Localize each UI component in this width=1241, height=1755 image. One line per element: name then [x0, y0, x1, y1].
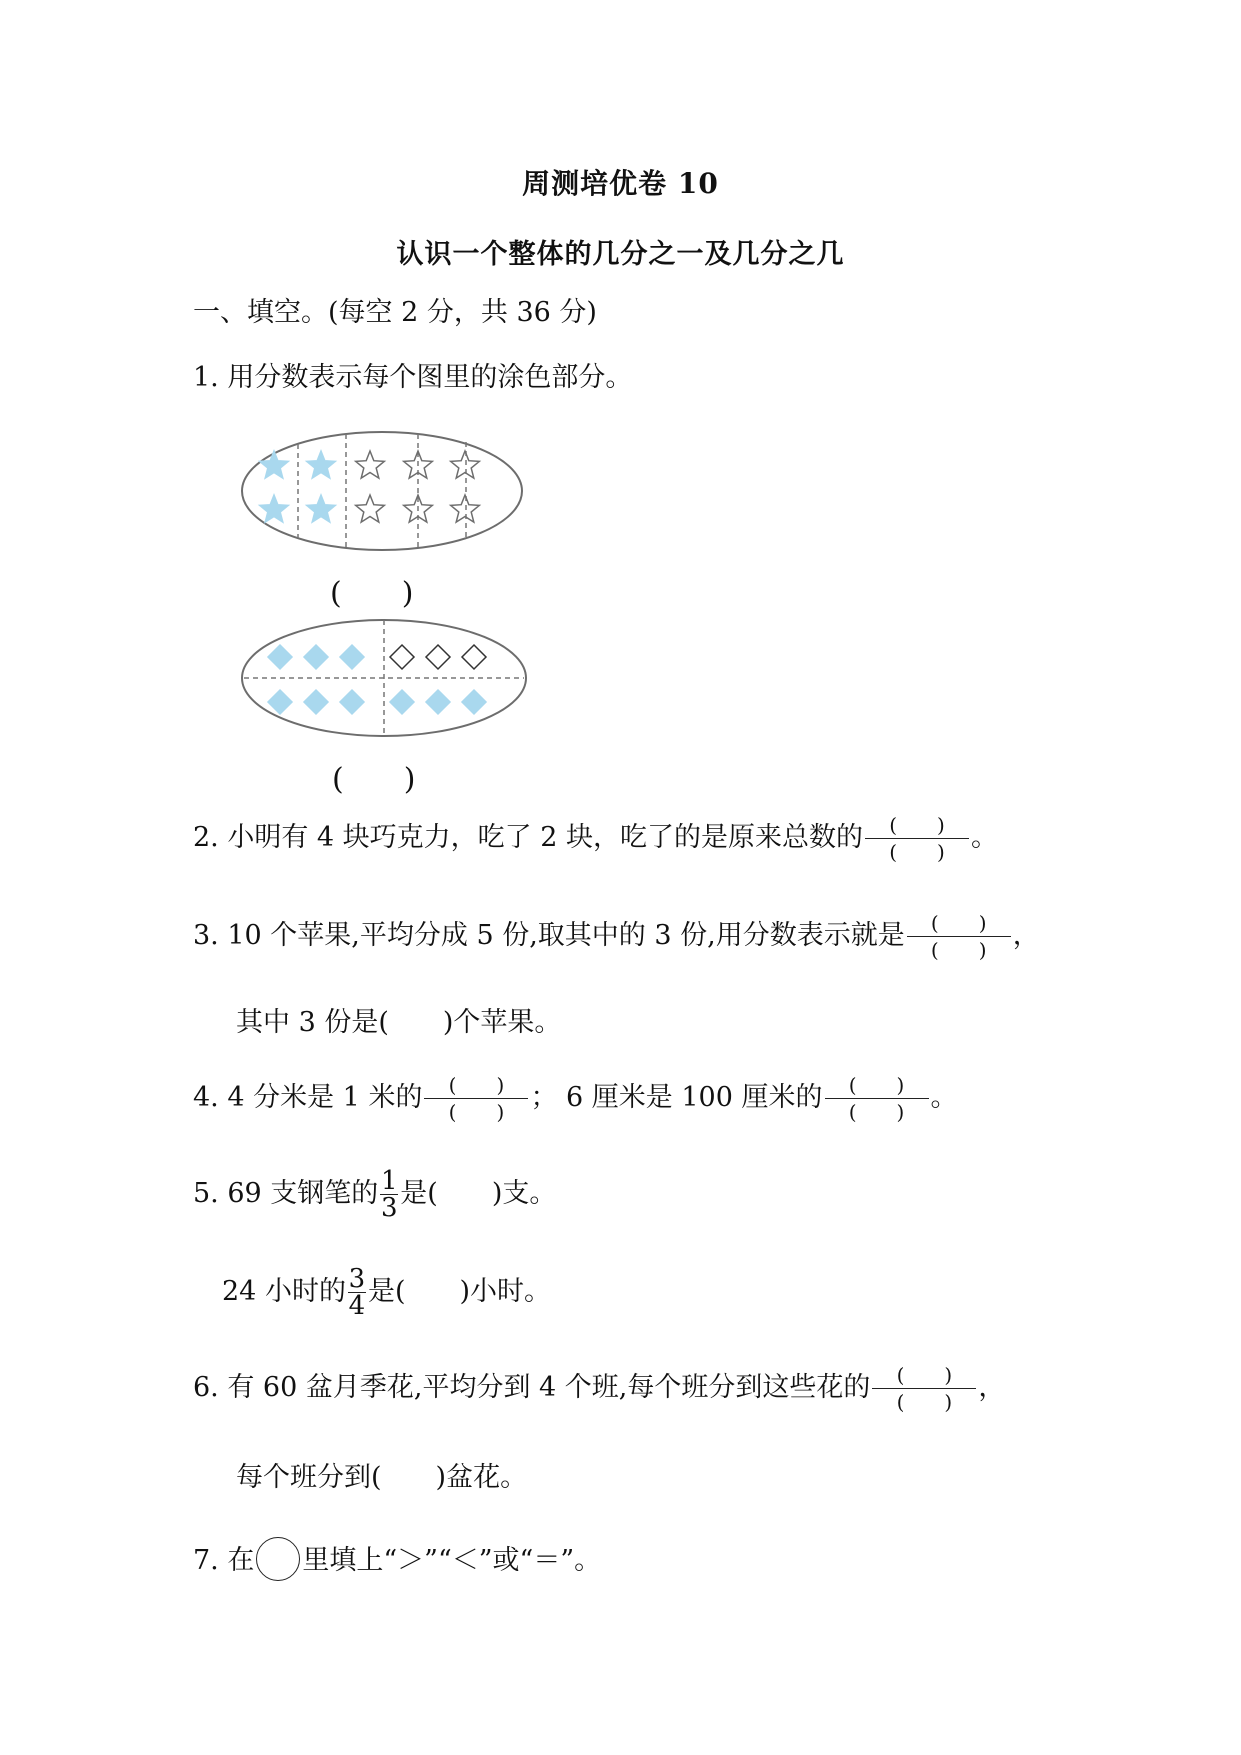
question-7-part-2: 里填上“＞”“＜”或“＝”。 [302, 1545, 602, 1576]
diamond-shapes [268, 645, 486, 714]
outline-diamond [426, 645, 450, 669]
fraction-blank[interactable] [865, 812, 969, 865]
question-6-end: ， [978, 1372, 1006, 1403]
fraction-blank[interactable] [872, 1362, 976, 1415]
question-2 [193, 812, 998, 865]
question-3-end: ， [1012, 920, 1040, 951]
fraction-blank[interactable] [825, 1072, 929, 1125]
comparison-circle-blank[interactable] [256, 1537, 300, 1581]
shaded-diamond [426, 690, 450, 714]
shaded-star [307, 451, 336, 478]
question-3-text: 3. 10 个苹果,平均分成 5 份,取其中的 3 份,用分数表示就是 [193, 920, 905, 951]
fraction-one-third [380, 1168, 398, 1221]
page-title: 周测培优卷 10 [522, 167, 719, 200]
question-3-line-2: 其中 3 份是( )个苹果。 [236, 1007, 562, 1038]
shaded-diamond [268, 690, 292, 714]
figure-2-answer-blank[interactable]: ( ) [332, 762, 416, 797]
outline-star [451, 495, 480, 522]
denominator-blank[interactable]: ( ) [448, 1100, 505, 1124]
denominator-blank[interactable]: ( ) [889, 840, 945, 864]
numerator-blank[interactable]: ( ) [448, 1073, 505, 1097]
denominator-blank[interactable]: ( ) [848, 1100, 905, 1124]
fraction-blank[interactable] [907, 910, 1011, 963]
question-7 [193, 1537, 601, 1581]
figure-1-answer-blank[interactable]: ( ) [330, 576, 414, 611]
outline-diamond [462, 645, 486, 669]
numerator: 3 [348, 1264, 366, 1294]
denominator: 4 [348, 1291, 366, 1321]
fraction-blank[interactable] [424, 1072, 528, 1125]
shaded-diamond [268, 645, 292, 669]
question-3 [193, 910, 1040, 963]
question-4 [193, 1072, 958, 1125]
shaded-diamond [340, 645, 364, 669]
numerator-blank[interactable]: ( ) [896, 1363, 953, 1387]
question-4-separator: ； 6 厘米是 100 厘米的 [530, 1082, 823, 1113]
section-heading: 一、填空。(每空 2 分，共 36 分) [193, 297, 597, 328]
figure-stars [240, 430, 525, 552]
shaded-star [260, 495, 289, 522]
numerator-blank[interactable]: ( ) [889, 813, 945, 837]
shaded-diamond [340, 690, 364, 714]
question-5 [193, 1168, 556, 1221]
denominator-blank[interactable]: ( ) [896, 1390, 953, 1414]
question-7-part-1: 7. 在 [193, 1545, 255, 1576]
question-2-text: 2. 小明有 4 块巧克力，吃了 2 块，吃了的是原来总数的 [193, 822, 864, 853]
shaded-star [307, 495, 336, 522]
question-6-line-2[interactable]: 每个班分到( )盆花。 [236, 1462, 528, 1493]
shaded-star [260, 451, 289, 478]
shaded-diamond [304, 645, 328, 669]
question-4-end: 。 [930, 1082, 958, 1113]
outline-star [356, 451, 385, 478]
question-6 [193, 1362, 1005, 1415]
outline-star [451, 451, 480, 478]
fraction-three-quarters [348, 1266, 366, 1319]
question-5-part-1-end[interactable]: 是( )支。 [400, 1178, 557, 1209]
question-5-line-2 [222, 1266, 551, 1319]
numerator-blank[interactable]: ( ) [930, 911, 987, 935]
question-5-part-2-end[interactable]: 是( )小时。 [367, 1276, 552, 1307]
shaded-diamond [390, 690, 414, 714]
question-5-part-2: 24 小时的 [222, 1276, 346, 1307]
question-5-part-1: 5. 69 支钢笔的 [193, 1178, 379, 1209]
outline-star [356, 495, 385, 522]
numerator: 1 [381, 1166, 398, 1196]
star-shapes [260, 451, 480, 522]
page-subtitle: 认识一个整体的几分之一及几分之几 [396, 239, 845, 270]
figure-diamonds [240, 618, 530, 740]
shaded-diamond [462, 690, 486, 714]
denominator-blank[interactable]: ( ) [930, 938, 987, 962]
denominator: 3 [381, 1193, 398, 1223]
question-6-text: 6. 有 60 盆月季花,平均分到 4 个班,每个班分到这些花的 [193, 1372, 871, 1403]
question-2-end: 。 [971, 822, 999, 853]
numerator-blank[interactable]: ( ) [848, 1073, 905, 1097]
shaded-diamond [304, 690, 328, 714]
question-4-part-1: 4. 4 分米是 1 米的 [193, 1082, 423, 1113]
outline-diamond [390, 645, 414, 669]
question-1-text: 1. 用分数表示每个图里的涂色部分。 [193, 362, 633, 393]
